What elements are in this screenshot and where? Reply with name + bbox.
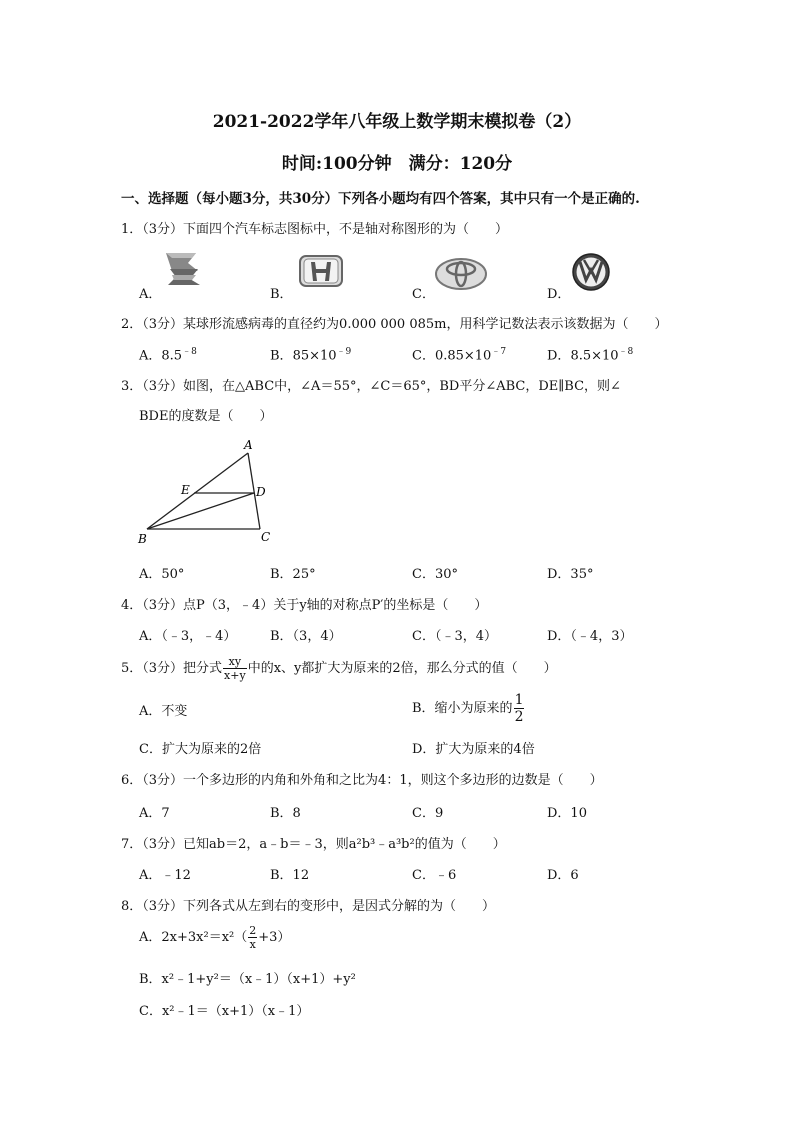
- q5-option-b: B．缩小为原来的 $\frac{1}{2}$: [412, 692, 524, 725]
- q7-option-b: B．12: [270, 868, 310, 883]
- q6-option-b: B．8: [270, 806, 301, 821]
- q5-option-c: C．扩大为原来的2倍: [139, 742, 262, 757]
- q1-option-a: A．: [139, 287, 162, 302]
- q5-option-d: D．扩大为原来的4倍: [412, 742, 535, 757]
- question-6-stem: 6．（3分）一个多边形的内角和外角和之比为4：1，则这个多边形的边数是（ ）: [121, 773, 603, 788]
- q7-option-c: C．﹣6: [412, 868, 457, 883]
- question-3-stem-line2: BDE的度数是（ ）: [139, 409, 273, 424]
- q3-option-a: A．50°: [139, 567, 185, 582]
- section-heading: 一、选择题（每小题3分，共30分）下列各小题均有四个答案，其中只有一个是正确的.: [121, 191, 640, 207]
- q6-option-c: C．9: [412, 806, 444, 821]
- q6-option-a: A．7: [139, 806, 170, 821]
- question-8-stem: 8．（3分）下列各式从左到右的变形中，是因式分解的为（ ）: [121, 899, 496, 914]
- side-ab: [147, 453, 248, 529]
- q6-option-d: D．10: [547, 806, 587, 821]
- label-c: C: [261, 530, 271, 544]
- triangle-figure: [134, 437, 284, 547]
- label-a: A: [244, 438, 253, 452]
- q4-option-c: C．（﹣3，4）: [412, 629, 497, 644]
- q7-option-d: D．6: [547, 868, 579, 883]
- question-2-stem: 2．（3分）某球形流感病毒的直径约为0.000 000 085m，用科学记数法表示该数据为（ ）: [121, 317, 668, 332]
- label-b: B: [138, 532, 147, 546]
- toyota-logo-icon: [434, 257, 488, 291]
- fraction-xy-over-x-plus-y: $\frac{xy}{x+y}$: [224, 655, 246, 682]
- suzuki-logo-icon: [160, 249, 206, 289]
- question-3-stem-line1: 3．（3分）如图，在△ABC中，∠A＝55°，∠C＝65°，BD平分∠ABC，DE∥BC，则∠: [121, 379, 621, 394]
- q1-option-c: C．: [412, 287, 435, 302]
- label-d: D: [256, 485, 266, 499]
- q2-option-c: C．$0.85\times 10^{﹣7}$: [412, 347, 507, 364]
- volkswagen-logo-icon: [571, 252, 611, 292]
- exam-info: 时间:100分钟 满分：120分: [281, 154, 513, 174]
- q4-option-d: D．（﹣4，3）: [547, 629, 633, 644]
- q2-option-a: A．$8.5^{﹣8}$: [139, 347, 197, 364]
- q4-option-b: B．（3，4）: [270, 629, 342, 644]
- q8-option-a: A．2x+3x²＝x²（ $\frac{2}{x}$ +3）: [139, 924, 291, 951]
- q8-option-b: B．x²﹣1+y²＝（x﹣1）（x+1）+y²: [139, 972, 356, 987]
- q1-option-b: B．: [270, 287, 293, 302]
- q1-option-d: D．: [547, 287, 571, 302]
- question-4-stem: 4．（3分）点P（3，﹣4）关于y轴的对称点P′的坐标是（ ）: [121, 598, 488, 613]
- q7-option-a: A．﹣12: [139, 868, 191, 883]
- q8-option-c: C．x²﹣1＝（x+1）（x﹣1）: [139, 1004, 310, 1019]
- question-1-stem: 1．（3分）下面四个汽车标志图标中，不是轴对称图形的为（ ）: [121, 222, 509, 237]
- honda-logo-icon: [298, 254, 344, 288]
- q5-option-a: A．不变: [139, 704, 188, 719]
- question-7-stem: 7．（3分）已知ab＝2，a﹣b＝﹣3，则a²b³﹣a³b²的值为（ ）: [121, 837, 506, 852]
- segment-bd: [147, 493, 254, 529]
- label-e: E: [181, 483, 190, 497]
- q3-option-c: C．30°: [412, 567, 458, 582]
- q2-option-d: D．$8.5\times 10^{﹣8}$: [547, 347, 634, 364]
- q3-option-d: D．35°: [547, 567, 594, 582]
- q3-option-b: B．25°: [270, 567, 316, 582]
- q2-option-b: B．$85\times 10^{﹣9}$: [270, 347, 352, 364]
- question-5-stem: 5．（3分）把分式 $\frac{xy}{x+y}$ 中的x、y都扩大为原来的2倍，那么分式的值（ ）: [121, 655, 557, 682]
- page-title: 2021-2022学年八年级上数学期末模拟卷（2）: [212, 112, 582, 132]
- q4-option-a: A．（﹣3，﹣4）: [139, 629, 237, 644]
